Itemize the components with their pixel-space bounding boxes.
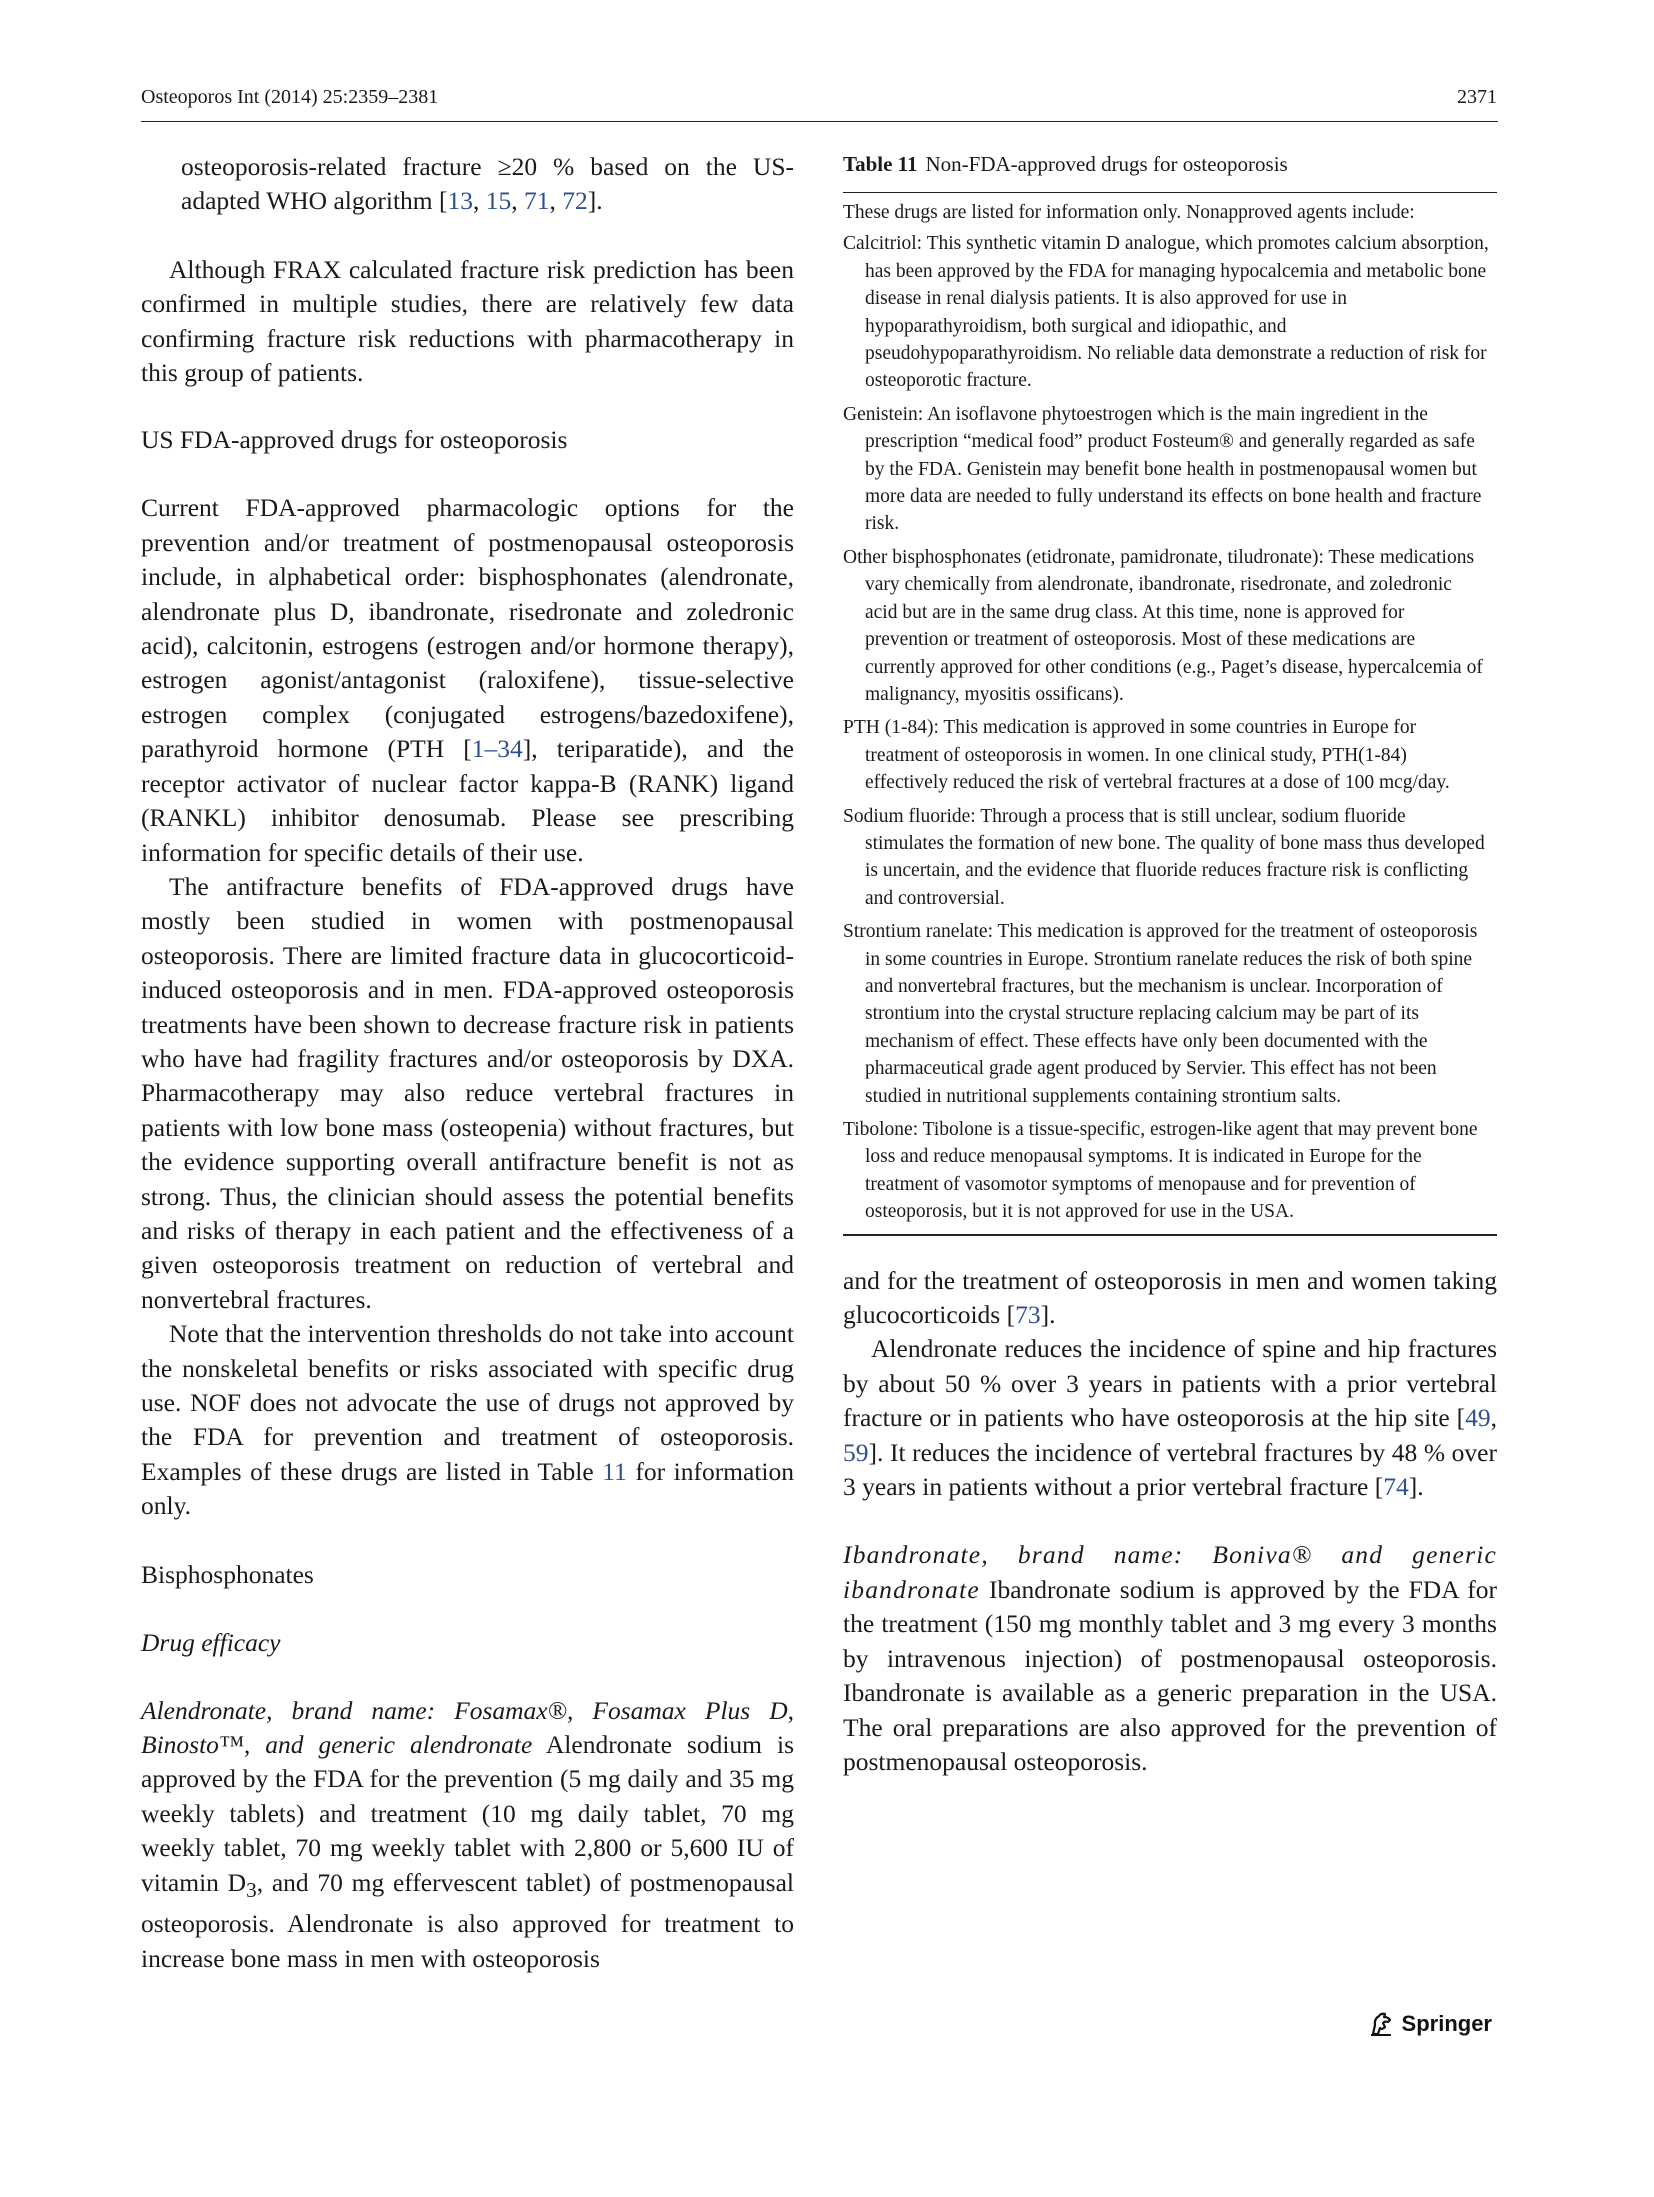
frax-continuation-end: ]. — [587, 186, 603, 216]
current-fda-paragraph — [141, 491, 794, 869]
table-intro: These drugs are listed for information only. Nonapproved agents include: — [843, 202, 1415, 223]
table-entry: Calcitriol: This synthetic vitamin D analogue, which promotes calcium absorption, has been approved by the FDA for managing hypocalcemia and metabolic bone disease in renal dialysis patients. It is also approved for use in hypoparathyroidism, both surgical and idiopathic, and pseudohypoparathyroidism. No reliable data demonstrate a reduction of risk for osteoporotic fracture. — [843, 233, 1489, 392]
table-label: Table 11 — [843, 152, 918, 176]
current-fda-text-end: ], teriparatide), and the receptor activator of nuclear factor kappa-B (RANK) ligand (RANKL) inhibitor denosumab. Please see prescribing information for specific details of their use. — [141, 734, 794, 867]
alendronate-reduces-text: Alendronate reduces the incidence of spine and hip fractures by about 50 % over 3 years in patients with a prior vertebral fracture or in patients who have osteoporosis at the hip site [ — [843, 1334, 1497, 1433]
section-heading-fda-approved: US FDA-approved drugs for osteoporosis — [141, 425, 568, 455]
publisher-name: Springer — [1401, 2011, 1492, 2036]
table-title: Non-FDA-approved drugs for osteoporosis — [925, 152, 1288, 176]
alendronate-cont-text: and for the treatment of osteoporosis in men and women taking glucocorticoids [ — [843, 1265, 1497, 1330]
table-bottom-rule — [843, 1234, 1497, 1236]
alendronate-reduces-text-2: ]. It reduces the incidence of vertebral fractures by 48 % over 3 years in patients without a prior vertebral fracture [ — [843, 1437, 1497, 1502]
alendronate-reduces-end: ]. — [1408, 1472, 1424, 1502]
table-entry: Other bisphosphonates (etidronate, pamidronate, tiludronate): These medications vary chemically from alendronate, ibandronate, risedronate, and zoledronic acid but are in the same drug class. At this time, none is approved for prevention or treatment of osteoporosis. Most of these medications are currently approved for other conditions (e.g., Paget’s disease, hypercalcemia of malignancy, myositis ossificans). — [843, 546, 1483, 705]
antifracture-paragraph: The antifracture benefits of FDA-approved drugs have mostly been studied in women with postmenopausal osteoporosis. There are limited fracture data in glucocorticoid-induced osteoporosis and in men. FDA-approved osteoporosis treatments have been shown to decrease fracture risk in patients who have had fragility fractures and/or osteoporosis by DXA. Pharmacotherapy may also reduce vertebral fractures in patients with low bone mass (osteopenia) without fractures, but the evidence supporting overall antifracture benefit is not as strong. Thus, the clinician should assess the potential benefits and risks of therapy in each patient and the effectiveness of a given osteoporosis treatment on reduction of vertebral and nonvertebral fractures. — [141, 871, 794, 1314]
publisher-logo — [1368, 2011, 1492, 2037]
note-paragraph — [141, 1317, 794, 1523]
table-entry: Strontium ranelate: This medication is approved for the treatment of osteoporosis in some countries in Europe. Strontium ranelate reduces the risk of both spine and nonvertebral fractures, but the mechanism is unclear. Incorporation of strontium into the crystal structure replacing calcium may be part of its mechanism of effect. These effects have only been documented with the pharmaceutical grade agent produced by Servier. This effect has not been studied in nutritional supplements containing strontium salts. — [843, 921, 1478, 1107]
citation-link[interactable]: 59 — [843, 1437, 869, 1467]
springer-horse-icon — [1368, 2011, 1394, 2037]
citation-link[interactable]: 15 — [485, 186, 512, 216]
section-heading-bisphosphonates: Bisphosphonates — [141, 1559, 314, 1589]
journal-citation: Osteoporos Int (2014) 25:2359–2381 — [141, 86, 439, 108]
table-entry: Sodium fluoride: Through a process that is still unclear, sodium fluoride stimulates the formation of new bone. The quality of bone mass thus developed is uncertain, and the evidence that fluoride reduces fracture risk is conflicting and controversial. — [843, 805, 1485, 909]
citation-link[interactable]: 49 — [1465, 1403, 1491, 1433]
header-rule — [141, 121, 1498, 122]
citation-link[interactable]: 73 — [1015, 1300, 1041, 1330]
vitamin-d-subscript: 3 — [246, 1877, 257, 1902]
alendronate-paragraph — [141, 1694, 794, 1976]
table-caption — [843, 150, 1497, 178]
page-number: 2371 — [1457, 86, 1497, 108]
citation-link[interactable]: 72 — [562, 186, 588, 216]
alendronate-text-end: , and 70 mg effervescent tablet) of postmenopausal osteoporosis. Alendronate is also approved for treatment to increase bone mass in men with osteoporosis — [141, 1867, 794, 1973]
frax-paragraph: Although FRAX calculated fracture risk prediction has been confirmed in multiple studies, there are relatively few data confirming fracture risk reductions with pharmacotherapy in this group of patients. — [141, 254, 794, 388]
frax-continuation-text: osteoporosis-related fracture ≥20 % based on the US-adapted WHO algorithm [ — [181, 152, 794, 216]
running-head — [141, 86, 1497, 120]
citation-link[interactable]: 1–34 — [471, 734, 523, 764]
current-fda-text: Current FDA-approved pharmacologic options for the prevention and/or treatment of postmenopausal osteoporosis include, in alphabetical order: bisphosphonates (alendronate, alendronate plus D, ibandronate, risedronate and zoledronic acid), calcitonin, estrogens (estrogen and/or hormone therapy), estrogen agonist/antagonist (raloxifene), tissue-selective estrogen complex (conjugated estrogens/bazedoxifene), parathyroid hormone (PTH [ — [141, 493, 794, 764]
subsection-heading-drug-efficacy: Drug efficacy — [141, 1627, 281, 1657]
table-body — [843, 193, 1497, 1226]
table-entry: PTH (1-84): This medication is approved in some countries in Europe for treatment of osteoporosis in women. In one clinical study, PTH(1-84) effectively reduced the risk of vertebral fractures at a dose of 100 mcg/day. — [843, 717, 1450, 794]
citation-link[interactable]: 71 — [524, 186, 550, 216]
alendronate-cont-end: ]. — [1040, 1300, 1056, 1330]
citation-link[interactable]: 74 — [1383, 1472, 1409, 1502]
ibandronate-lead: Ibandronate, brand name: Boniva® and generic ibandronate — [843, 1540, 1497, 1604]
note-text-end: for information only. — [141, 1456, 795, 1521]
alendronate-reduces-paragraph: Alendronate reduces the incidence of spine and hip fractures by about 50 % over 3 years in patients with a prior vertebral fracture or in patients who have osteoporosis at the hip site [49, 59]. It reduces the incidence of vertebral fractures by 48 % over 3 years in patients without a prior vertebral fracture [74]. — [843, 1334, 1497, 1502]
citation-link[interactable]: 13 — [447, 186, 473, 216]
frax-continuation: osteoporosis-related fracture ≥20 % based on the US-adapted WHO algorithm [13, 15, 71, 72]. — [181, 152, 794, 216]
alendronate-lead: Alendronate, brand name: Fosamax®, Fosamax Plus D, Binosto™, and generic alendronate — [141, 1695, 794, 1760]
table-entry: Genistein: An isoflavone phytoestrogen which is the main ingredient in the prescription “medical food” product Fosteum® and generally regarded as safe by the FDA. Genistein may benefit bone health in postmenopausal women but more data are needed to fully understand its effects on bone health and fracture risk. — [843, 403, 1482, 535]
alendronate-text: Alendronate sodium is approved by the FDA for the prevention (5 mg daily and 35 mg weekly tablets) and treatment (10 mg daily tablet, 70 mg weekly tablet, 70 mg weekly tablet with 2,800 or 5,600 IU of vitamin D — [141, 1730, 794, 1897]
ibandronate-paragraph — [843, 1538, 1497, 1779]
note-text: Note that the intervention thresholds do not take into account the nonskeletal benefits or risks associated with specific drug use. NOF does not advocate the use of drugs not approved by the FDA for prevention and treatment of osteoporosis. Examples of these drugs are listed in Table — [141, 1319, 794, 1486]
alendronate-continuation — [843, 1264, 1497, 1333]
ibandronate-text: Ibandronate sodium is approved by the FDA for the treatment (150 mg monthly tablet and 3 mg every 3 months by intravenous injection) of postmenopausal osteoporosis. Ibandronate is available as a generic preparation in the USA. The oral preparations are also approved for the prevention of postmenopausal osteoporosis. — [843, 1574, 1497, 1776]
table-link[interactable]: 11 — [602, 1456, 627, 1486]
table-entry: Tibolone: Tibolone is a tissue-specific, estrogen-like agent that may prevent bone loss and reduce menopausal symptoms. It is indicated in Europe for the treatment of vasomotor symptoms of menopause and for prevention of osteoporosis, but it is not approved for use in the USA. — [843, 1119, 1478, 1223]
table-11 — [843, 150, 1497, 1236]
right-column — [843, 150, 1497, 1779]
left-column — [141, 150, 794, 1976]
